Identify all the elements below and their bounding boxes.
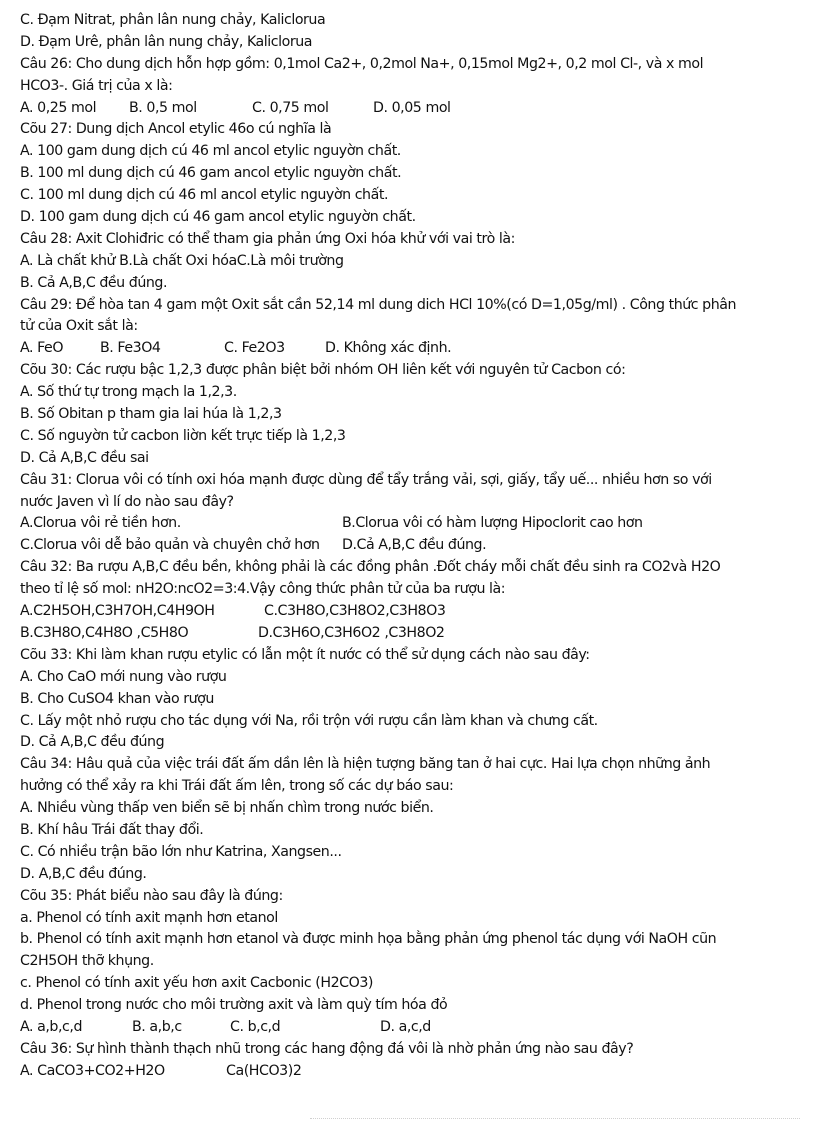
answer-option: D. Không xác định.	[325, 340, 452, 357]
text-line: Câu 28: Axit Clohiđric có thể tham gia phản ứng Oxi hóa khử với vai trò là:	[20, 230, 515, 247]
text-line: theo tỉ lệ số mol: nH2O:ncO2=3:4.Vậy công thức phân tử của ba rượu là:	[20, 581, 506, 598]
text-line: B. Khí hâu Trái đất thay đổi.	[20, 821, 204, 838]
answer-option: A. FeO	[20, 340, 64, 357]
text-line: C. Có nhiều trận bão lớn như Katrina, Xangsen...	[20, 843, 342, 860]
answer-options-row	[20, 1061, 800, 1083]
text-line: Câu 26: Cho dung dịch hỗn hợp gồm: 0,1mol Ca2+, 0,2mol Na+, 0,15mol Mg2+, 0,2 mol Cl-, và x mol	[20, 55, 704, 72]
answer-option: B. Fe3O4	[100, 340, 161, 357]
text-line: C2H5OH thỡ khụng.	[20, 953, 154, 970]
text-line: B. Cho CuSO4 khan vào rượu	[20, 690, 214, 707]
answer-option: B. a,b,c	[132, 1018, 182, 1035]
answer-option: D.C3H6O,C3H6O2 ,C3H8O2	[258, 624, 445, 641]
text-line: hưởng có thể xảy ra khi Trái đất ấm lên, trong số các dự báo sau:	[20, 778, 454, 795]
text-line: A. Nhiều vùng thấp ven biển sẽ bị nhấn chìm trong nước biển.	[20, 800, 434, 817]
answer-option: B.C3H8O,C4H8O ,C5H8O	[20, 624, 189, 641]
answer-option: D.Cả A,B,C đều đúng.	[342, 537, 487, 554]
text-line: Cõu 30: Các rượu bậc 1,2,3 được phân biệt bởi nhóm OH liên kết với nguyên tử Cacbon có:	[20, 362, 626, 379]
text-line: C. Đạm Nitrat, phân lân nung chảy, Kaliclorua	[20, 12, 326, 28]
text-line: A. 100 gam dung dịch cú 46 ml ancol etylic nguyờn chất.	[20, 143, 401, 160]
answer-option: C.C3H8O,C3H8O2,C3H8O3	[264, 603, 446, 620]
text-line: A. Cho CaO mới nung vào rượu	[20, 668, 227, 685]
text-line: Cõu 35: Phát biểu nào sau đây là đúng:	[20, 887, 283, 904]
answer-option: C. 0,75 mol	[252, 99, 329, 116]
text-line: D. 100 gam dung dịch cú 46 gam ancol etylic nguyờn chất.	[20, 209, 416, 226]
answer-options-row	[20, 338, 800, 360]
answer-option: A. CaCO3+CO2+H2O	[20, 1062, 165, 1079]
text-line: Câu 29: Để hòa tan 4 gam một Oxit sắt cần 52,14 ml dung dich HCl 10%(có D=1,05g/ml) . Công thức phân	[20, 296, 737, 313]
answer-option: C. b,c,d	[230, 1018, 281, 1035]
document-page	[20, 10, 800, 1083]
answer-option: A.Clorua vôi rẻ tiền hơn.	[20, 515, 181, 532]
answer-options-row	[20, 535, 800, 557]
text-line: b. Phenol có tính axit mạnh hơn etanol và được minh họa bằng phản ứng phenol tác dụng với NaOH cũn	[20, 931, 717, 948]
text-line: Câu 34: Hâu quả của việc trái đất ấm dần lên là hiện tượng băng tan ở hai cực. Hai lựa chọn những ảnh	[20, 756, 711, 773]
text-line: D. Đạm Urê, phân lân nung chảy, Kaliclorua	[20, 33, 313, 50]
text-line: C. Lấy một nhỏ rượu cho tác dụng với Na, rồi trộn với rượu cần làm khan và chưng cất.	[20, 712, 598, 729]
text-line: d. Phenol trong nước cho môi trường axit và làm quỳ tím hóa đỏ	[20, 997, 448, 1014]
answer-option: C.Clorua vôi dễ bảo quản và chuyên chở hơn	[20, 537, 320, 554]
answer-options-row	[20, 513, 800, 535]
text-line: D. Cả A,B,C đều đúng	[20, 734, 165, 751]
text-line: D. Cả A,B,C đều sai	[20, 449, 149, 466]
text-line: tử của Oxit sắt là:	[20, 318, 138, 335]
text-line: B. Số Obitan p tham gia lai húa là 1,2,3	[20, 406, 282, 423]
answer-option: D. a,c,d	[380, 1018, 431, 1035]
text-line: C. Số nguyờn tử cacbon liờn kết trực tiếp là 1,2,3	[20, 427, 346, 444]
text-line: a. Phenol có tính axit mạnh hơn etanol	[20, 909, 278, 926]
answer-option: Ca(HCO3)2	[226, 1062, 302, 1079]
text-line: Câu 31: Clorua vôi có tính oxi hóa mạnh được dùng để tẩy trắng vải, sợi, giấy, tẩy uế... nhiều hơn so với	[20, 471, 712, 488]
answer-option: A. a,b,c,d	[20, 1018, 83, 1035]
text-line: c. Phenol có tính axit yếu hơn axit Cacbonic (H2CO3)	[20, 975, 374, 992]
answer-option: B. 0,5 mol	[129, 99, 197, 116]
answer-option: A. 0,25 mol	[20, 99, 97, 116]
answer-options-row	[20, 98, 800, 120]
answer-options-row	[20, 623, 800, 645]
text-line: HCO3-. Giá trị của x là:	[20, 77, 173, 94]
answer-option: C. Fe2O3	[224, 340, 285, 357]
text-line: Câu 32: Ba rượu A,B,C đều bền, không phải là các đồng phân .Đốt cháy mỗi chất đều sinh ra CO2và H2O	[20, 559, 721, 576]
text-line: C. 100 ml dung dịch cú 46 ml ancol etylic nguyờn chất.	[20, 187, 389, 204]
footer-divider	[310, 1118, 800, 1119]
text-line: Cõu 33: Khi làm khan rượu etylic có lẫn một ít nước có thể sử dụng cách nào sau đây:	[20, 646, 590, 663]
text-line: B. 100 ml dung dịch cú 46 gam ancol etylic nguyờn chất.	[20, 165, 402, 182]
answer-options-row	[20, 601, 800, 623]
answer-option: A.C2H5OH,C3H7OH,C4H9OH	[20, 603, 215, 620]
answer-option: B.Clorua vôi có hàm lượng Hipoclorit cao hơn	[342, 515, 643, 532]
answer-option: D. 0,05 mol	[373, 99, 451, 116]
text-line: A. Số thứ tự trong mạch la 1,2,3.	[20, 384, 237, 401]
text-line: Cõu 27: Dung dịch Ancol etylic 46o cú nghĩa là	[20, 121, 332, 138]
text-line: Câu 36: Sự hình thành thạch nhũ trong các hang động đá vôi là nhờ phản ứng nào sau đây?	[20, 1040, 634, 1057]
text-line: nước Javen vì lí do nào sau đây?	[20, 493, 234, 510]
answer-options-row	[20, 1017, 800, 1039]
text-line: D. A,B,C đều đúng.	[20, 865, 147, 882]
text-line: B. Cả A,B,C đều đúng.	[20, 274, 168, 291]
text-line: A. Là chất khử B.Là chất Oxi hóaC.Là môi trường	[20, 252, 344, 269]
